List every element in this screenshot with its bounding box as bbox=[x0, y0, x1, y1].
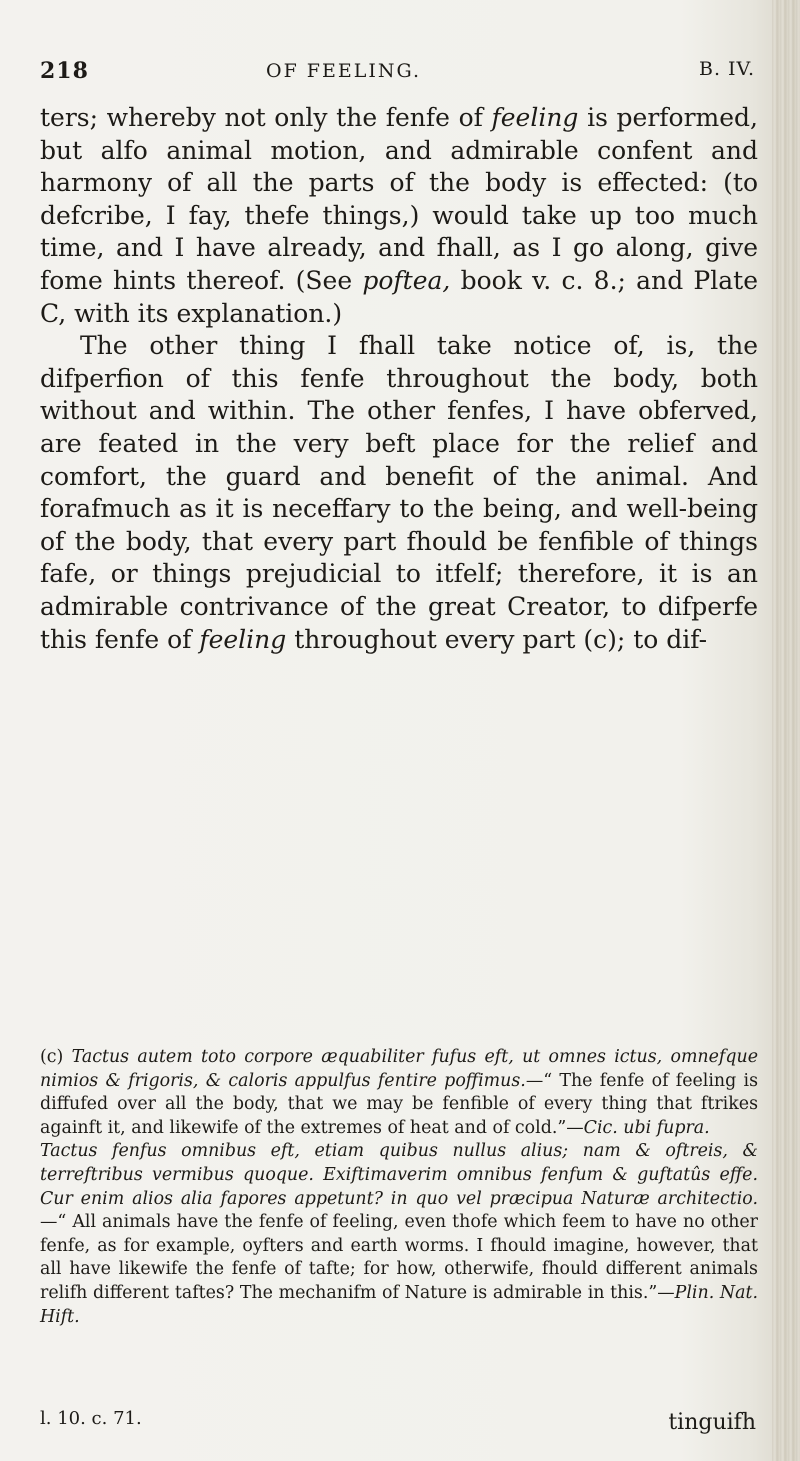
footnote-reference: l. 10. c. 71. bbox=[40, 1408, 142, 1429]
text-run: throughout every part (c); to dif- bbox=[286, 624, 708, 654]
catchword: tinguifh bbox=[668, 1410, 756, 1435]
latin-quote: Tactus autem toto corpore æquabiliter fufus eft, ut omnes ictus, omnefque nimios & frigoris, & caloris appulfus fentire poffimus. bbox=[40, 1047, 758, 1091]
running-header bbox=[40, 58, 755, 88]
footnote-mark: (c) bbox=[40, 1047, 72, 1067]
text-run: book v. c. 8.; and Plate C, with its explanation.) bbox=[40, 265, 758, 328]
page-footer bbox=[40, 1408, 758, 1436]
source-citation: Cic. ubi fupra. bbox=[583, 1117, 710, 1138]
english-translation: —“ The fenfe of feeling is diffufed over all the body, that we may be fenfible of every thing that ftrikes againft it, and likewife of the extremes of heat and of cold.”— bbox=[40, 1070, 758, 1138]
latin-quote: Tactus fenfus omnibus eft, etiam quibus nullus alius; nam & oftreis, & terreftribus vermibus quoque. Exiftimaverim omnibus fenfum & guftatûs effe. Cur enim alios alia fapores appetunt? in quo vel præcipua Naturæ architectio. bbox=[40, 1141, 758, 1209]
text-run: ters; whereby not only the fenfe of bbox=[40, 103, 492, 132]
main-text bbox=[40, 102, 758, 656]
english-translation: —“ All animals have the fenfe of feeling, even thofe which feem to have no other fenfe, as for example, oyfters and earth worms. I fhould imagine, however, that all have likewife the fenfe of tafte; for how, otherwife, fhould different animals relifh different taftes? The mechanifm of Nature is admirable in this.”— bbox=[40, 1212, 758, 1303]
footnote-continued bbox=[40, 1140, 758, 1329]
italic-feeling: feeling bbox=[199, 624, 287, 654]
paragraph-2 bbox=[40, 330, 758, 656]
footnotes bbox=[40, 1046, 758, 1329]
text-run: The other thing I fhall take notice of, is, the difperfion of this fenfe throughout the body, both without and within. The other fenfes, I have obferved, are feated in the very beft place for the relief and comfort, the guard and benefit of the animal. And forafmuch as it is neceffary to the being, and well-being of the body, that every part fhould be fenfible of things fafe, or things prejudicial to itfelf; therefore, it is an admirable contrivance of the great Creator, to difperfe this fenfe of bbox=[40, 331, 758, 654]
running-title: OF FEELING. bbox=[266, 60, 422, 82]
italic-feeling: feeling bbox=[491, 103, 579, 132]
text-run: is performed, but alfo animal motion, and admirable confent and harmony of all the parts of the body is effected: (to defcribe, I fay, thefe things,) would take up too much time, and I have already, and fhall, as I go along, give fome hints thereof. (See bbox=[40, 103, 758, 295]
footnote-c bbox=[40, 1046, 758, 1140]
paragraph-1 bbox=[40, 102, 758, 330]
source-citation: Plin. Nat. Hift. bbox=[40, 1282, 758, 1327]
italic-poftea: poftea, bbox=[362, 265, 451, 295]
book-indicator: B. IV. bbox=[699, 58, 755, 80]
page-number: 218 bbox=[40, 58, 89, 84]
page-edge-shadow bbox=[772, 0, 800, 1461]
